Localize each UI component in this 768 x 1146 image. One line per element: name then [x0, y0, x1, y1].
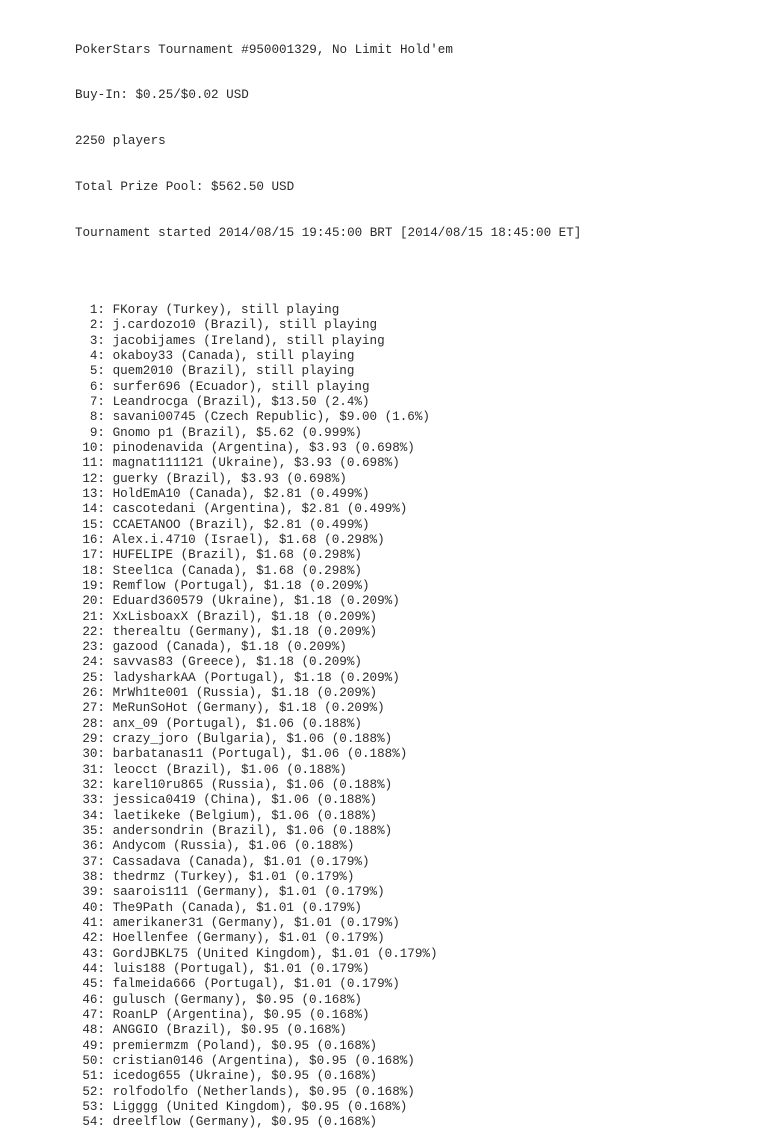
entry-text: thedrmz (Turkey), $1.01 (0.179%) — [112, 870, 355, 885]
list-item — [75, 349, 755, 364]
entry-gap — [105, 655, 113, 669]
entry-gap — [105, 839, 113, 853]
list-item — [75, 686, 755, 701]
entry-text: gulusch (Germany), $0.95 (0.168%) — [112, 992, 362, 1007]
list-item — [75, 318, 755, 333]
entry-text: jessica0419 (China), $1.06 (0.188%) — [112, 793, 378, 808]
entry-text: therealtu (Germany), $1.18 (0.209%) — [112, 624, 378, 639]
entry-rank: 22: — [82, 624, 105, 639]
entry-text: j.cardozo10 (Brazil), still playing — [112, 318, 378, 333]
entry-text: quem2010 (Brazil), still playing — [112, 364, 355, 379]
entry-rank: 41: — [82, 916, 105, 931]
entry-rank: 2: — [89, 318, 105, 333]
list-item — [75, 885, 755, 900]
entry-rank: 33: — [82, 793, 105, 808]
entry-gap — [105, 410, 113, 424]
list-item — [75, 655, 755, 670]
list-item — [75, 732, 755, 747]
prize-pool: Total Prize Pool: $562.50 USD — [75, 180, 295, 195]
entry-text: savani00745 (Czech Republic), $9.00 (1.6%) — [112, 410, 430, 425]
entry-text: pinodenavida (Argentina), $3.93 (0.698%) — [112, 440, 415, 455]
list-item — [75, 579, 755, 594]
entry-text: magnat111121 (Ukraine), $3.93 (0.698%) — [112, 456, 400, 471]
entry-text: Ligggg (United Kingdom), $0.95 (0.168%) — [112, 1100, 408, 1114]
list-item — [75, 640, 755, 655]
entry-rank: 44: — [82, 962, 105, 977]
player-count: 2250 players — [75, 134, 166, 149]
list-item — [75, 701, 755, 716]
entry-gap — [105, 564, 113, 578]
list-item — [75, 747, 755, 762]
entry-rank: 35: — [82, 824, 105, 839]
entry-rank: 52: — [82, 1084, 105, 1099]
entry-text: Leandrocga (Brazil), $13.50 (2.4%) — [112, 394, 370, 409]
entry-gap — [105, 487, 113, 501]
entry-gap — [105, 318, 113, 332]
list-item — [75, 334, 755, 349]
entry-rank: 48: — [82, 1023, 105, 1038]
entry-gap — [105, 901, 113, 915]
entry-rank: 24: — [82, 655, 105, 670]
entry-text: savvas83 (Greece), $1.18 (0.209%) — [112, 655, 362, 670]
entry-text: surfer696 (Ecuador), still playing — [112, 379, 370, 394]
entry-text: Alex.i.4710 (Israel), $1.68 (0.298%) — [112, 532, 385, 547]
entry-text: ladysharkAA (Portugal), $1.18 (0.209%) — [112, 670, 400, 685]
entry-rank: 25: — [82, 670, 105, 685]
list-item — [75, 947, 755, 962]
entry-rank: 9: — [89, 425, 105, 440]
entry-rank: 45: — [82, 977, 105, 992]
entry-gap — [105, 640, 113, 654]
entry-gap — [105, 1039, 113, 1053]
entry-rank: 47: — [82, 1008, 105, 1023]
entry-rank: 20: — [82, 594, 105, 609]
list-item — [75, 441, 755, 456]
entry-text: cascotedani (Argentina), $2.81 (0.499%) — [112, 502, 408, 517]
tournament-title: PokerStars Tournament #950001329, No Limit Hold'em — [75, 42, 453, 57]
entry-text: amerikaner31 (Germany), $1.01 (0.179%) — [112, 916, 400, 931]
list-item — [75, 610, 755, 625]
entry-gap — [105, 701, 113, 715]
entry-rank: 42: — [82, 931, 105, 946]
list-item — [75, 763, 755, 778]
entry-rank: 54: — [82, 1115, 105, 1130]
list-item — [75, 793, 755, 808]
list-item — [75, 916, 755, 931]
list-item — [75, 1054, 755, 1069]
entry-gap — [105, 334, 113, 348]
list-item — [75, 717, 755, 732]
entry-text: RoanLP (Argentina), $0.95 (0.168%) — [112, 1008, 370, 1023]
entry-rank: 28: — [82, 716, 105, 731]
entry-gap — [105, 793, 113, 807]
list-item — [75, 1100, 755, 1115]
entry-text: leocct (Brazil), $1.06 (0.188%) — [112, 762, 347, 777]
entry-gap — [105, 947, 113, 961]
entry-rank: 37: — [82, 854, 105, 869]
list-item — [75, 1039, 755, 1054]
list-item — [75, 502, 755, 517]
entry-text: Steel1ca (Canada), $1.68 (0.298%) — [112, 563, 362, 578]
entry-text: Andycom (Russia), $1.06 (0.188%) — [112, 839, 355, 854]
entry-text: Cassadava (Canada), $1.01 (0.179%) — [112, 854, 370, 869]
entry-rank: 18: — [82, 563, 105, 578]
entry-text: laetikeke (Belgium), $1.06 (0.188%) — [112, 808, 378, 823]
entry-text: jacobijames (Ireland), still playing — [112, 333, 385, 348]
entry-text: okaboy33 (Canada), still playing — [112, 348, 355, 363]
list-item — [75, 472, 755, 487]
entry-rank: 6: — [89, 379, 105, 394]
entry-gap — [105, 717, 113, 731]
list-item — [75, 410, 755, 425]
entry-text: The9Path (Canada), $1.01 (0.179%) — [112, 900, 362, 915]
entry-rank: 10: — [82, 440, 105, 455]
entry-gap — [105, 579, 113, 593]
entry-gap — [105, 426, 113, 440]
entry-gap — [105, 824, 113, 838]
entry-gap — [105, 625, 113, 639]
list-item — [75, 303, 755, 318]
entry-rank: 11: — [82, 456, 105, 471]
entry-gap — [105, 870, 113, 884]
entry-gap — [105, 548, 113, 562]
entry-rank: 50: — [82, 1054, 105, 1069]
entry-gap — [105, 395, 113, 409]
entry-rank: 43: — [82, 946, 105, 961]
entry-gap — [105, 778, 113, 792]
list-item — [75, 931, 755, 946]
entry-gap — [105, 472, 113, 486]
start-time: Tournament started 2014/08/15 19:45:00 BRT [2014/08/15 18:45:00 ET] — [75, 226, 582, 241]
entry-text: karel10ru865 (Russia), $1.06 (0.188%) — [112, 778, 393, 793]
entry-text: rolfodolfo (Netherlands), $0.95 (0.168%) — [112, 1084, 415, 1099]
entry-rank: 29: — [82, 732, 105, 747]
entry-rank: 51: — [82, 1069, 105, 1084]
list-item — [75, 839, 755, 854]
list-item — [75, 962, 755, 977]
entry-text: guerky (Brazil), $3.93 (0.698%) — [112, 471, 347, 486]
list-item — [75, 855, 755, 870]
entry-rank: 3: — [89, 333, 105, 348]
list-item — [75, 809, 755, 824]
entry-rank: 8: — [89, 410, 105, 425]
entry-rank: 14: — [82, 502, 105, 517]
list-item — [75, 870, 755, 885]
entry-rank: 27: — [82, 701, 105, 716]
list-item — [75, 518, 755, 533]
entry-gap — [105, 380, 113, 394]
entry-gap — [105, 931, 113, 945]
entry-rank: 46: — [82, 992, 105, 1007]
list-item — [75, 426, 755, 441]
entry-gap — [105, 610, 113, 624]
entry-rank: 32: — [82, 778, 105, 793]
entry-rank: 26: — [82, 686, 105, 701]
list-item — [75, 564, 755, 579]
entry-text: Remflow (Portugal), $1.18 (0.209%) — [112, 578, 370, 593]
entry-text: FKoray (Turkey), still playing — [112, 302, 340, 317]
entry-gap — [105, 1069, 113, 1083]
entry-text: MrWh1te001 (Russia), $1.18 (0.209%) — [112, 686, 378, 701]
list-item — [75, 625, 755, 640]
entry-gap — [105, 303, 113, 317]
entry-rank: 39: — [82, 885, 105, 900]
entry-text: gazood (Canada), $1.18 (0.209%) — [112, 640, 347, 655]
entry-text: barbatanas11 (Portugal), $1.06 (0.188%) — [112, 747, 408, 762]
entry-gap — [105, 671, 113, 685]
entry-text: andersondrin (Brazil), $1.06 (0.188%) — [112, 824, 393, 839]
entry-gap — [105, 1023, 113, 1037]
entry-gap — [105, 747, 113, 761]
entry-gap — [105, 732, 113, 746]
buy-in: Buy-In: $0.25/$0.02 USD — [75, 88, 249, 103]
entry-text: premiermzm (Poland), $0.95 (0.168%) — [112, 1038, 378, 1053]
entry-gap — [105, 364, 113, 378]
list-item — [75, 977, 755, 992]
entry-gap — [105, 855, 113, 869]
entry-gap — [105, 993, 113, 1007]
entry-gap — [105, 594, 113, 608]
entry-rank: 16: — [82, 532, 105, 547]
results-list — [75, 303, 755, 1131]
entry-rank: 15: — [82, 517, 105, 532]
entry-text: MeRunSoHot (Germany), $1.18 (0.209%) — [112, 701, 385, 716]
list-item — [75, 778, 755, 793]
entry-rank: 1: — [89, 302, 105, 317]
list-item — [75, 671, 755, 686]
entry-rank: 40: — [82, 900, 105, 915]
entry-gap — [105, 916, 113, 930]
entry-text: CCAETANOO (Brazil), $2.81 (0.499%) — [112, 517, 370, 532]
entry-rank: 34: — [82, 808, 105, 823]
entry-rank: 21: — [82, 609, 105, 624]
entry-rank: 19: — [82, 578, 105, 593]
list-item — [75, 1085, 755, 1100]
entry-gap — [105, 885, 113, 899]
entry-gap — [105, 1100, 113, 1114]
entry-text: dreelflow (Germany), $0.95 (0.168%) — [112, 1115, 378, 1130]
entry-gap — [105, 456, 113, 470]
list-item — [75, 1115, 755, 1130]
list-item — [75, 395, 755, 410]
entry-rank: 31: — [82, 762, 105, 777]
entry-rank: 53: — [82, 1100, 105, 1114]
document-page — [75, 12, 755, 1146]
entry-rank: 13: — [82, 486, 105, 501]
list-item — [75, 594, 755, 609]
entry-gap — [105, 533, 113, 547]
list-item — [75, 456, 755, 471]
entry-gap — [105, 518, 113, 532]
entry-rank: 5: — [89, 364, 105, 379]
entry-text: XxLisboaxX (Brazil), $1.18 (0.209%) — [112, 609, 378, 624]
entry-gap — [105, 502, 113, 516]
entry-text: HoldEmA10 (Canada), $2.81 (0.499%) — [112, 486, 370, 501]
entry-text: crazy_joro (Bulgaria), $1.06 (0.188%) — [112, 732, 393, 747]
entry-rank: 36: — [82, 839, 105, 854]
entry-rank: 4: — [89, 348, 105, 363]
entry-text: HUFELIPE (Brazil), $1.68 (0.298%) — [112, 548, 362, 563]
entry-gap — [105, 809, 113, 823]
list-item — [75, 901, 755, 916]
entry-text: icedog655 (Ukraine), $0.95 (0.168%) — [112, 1069, 378, 1084]
entry-gap — [105, 686, 113, 700]
entry-text: GordJBKL75 (United Kingdom), $1.01 (0.179%) — [112, 946, 438, 961]
entry-text: Gnomo p1 (Brazil), $5.62 (0.999%) — [112, 425, 362, 440]
entry-text: ANGGIO (Brazil), $0.95 (0.168%) — [112, 1023, 347, 1038]
entry-rank: 23: — [82, 640, 105, 655]
list-item — [75, 993, 755, 1008]
entry-gap — [105, 1085, 113, 1099]
entry-gap — [105, 977, 113, 991]
entry-rank: 12: — [82, 471, 105, 486]
entry-gap — [105, 763, 113, 777]
entry-rank: 30: — [82, 747, 105, 762]
list-item — [75, 548, 755, 563]
entry-gap — [105, 962, 113, 976]
entry-text: Eduard360579 (Ukraine), $1.18 (0.209%) — [112, 594, 400, 609]
entry-gap — [105, 1115, 113, 1129]
entry-rank: 17: — [82, 548, 105, 563]
list-item — [75, 380, 755, 395]
entry-gap — [105, 441, 113, 455]
entry-text: falmeida666 (Portugal), $1.01 (0.179%) — [112, 977, 400, 992]
entry-text: saarois111 (Germany), $1.01 (0.179%) — [112, 885, 385, 900]
list-item — [75, 1023, 755, 1038]
list-item — [75, 364, 755, 379]
entry-text: cristian0146 (Argentina), $0.95 (0.168%) — [112, 1054, 415, 1069]
list-item — [75, 533, 755, 548]
entry-text: luis188 (Portugal), $1.01 (0.179%) — [112, 962, 370, 977]
list-item — [75, 1008, 755, 1023]
entry-rank: 7: — [89, 394, 105, 409]
list-item — [75, 1069, 755, 1084]
entry-rank: 49: — [82, 1038, 105, 1053]
entry-gap — [105, 1008, 113, 1022]
entry-text: Hoellenfee (Germany), $1.01 (0.179%) — [112, 931, 385, 946]
list-item — [75, 824, 755, 839]
entry-text: anx_09 (Portugal), $1.06 (0.188%) — [112, 716, 362, 731]
entry-gap — [105, 349, 113, 363]
entry-rank: 38: — [82, 870, 105, 885]
entry-gap — [105, 1054, 113, 1068]
list-item — [75, 487, 755, 502]
